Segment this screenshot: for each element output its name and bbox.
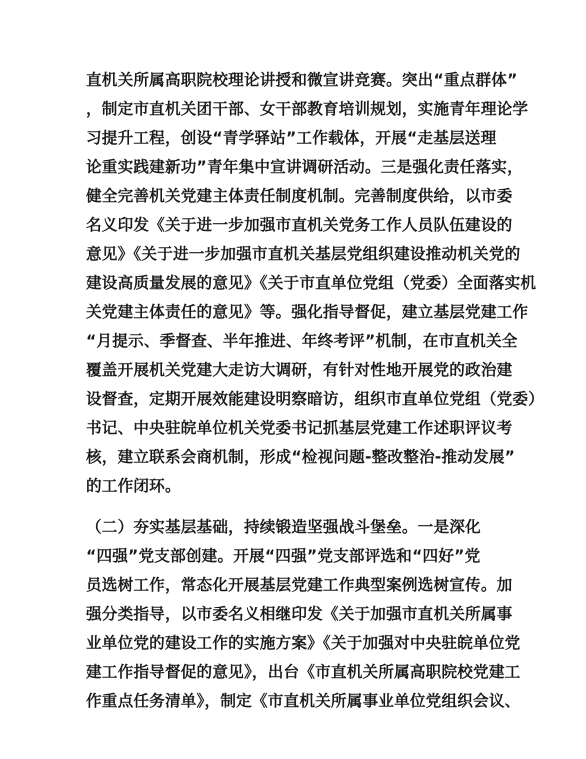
text-line: “四强”党支部创建。开展“四强”党支部评选和“四好”党 bbox=[86, 547, 481, 565]
text-line: 意见》《关于进一步加强市直机关基层党组织建设推动机关党的 bbox=[86, 245, 521, 263]
text-line: 设督查，定期开展效能建设明察暗访，组织市直单位党组（党委） bbox=[86, 390, 545, 408]
text-line: 建工作指导督促的意见》，出台《市直机关所属高职院校党建工 bbox=[86, 663, 521, 681]
text-line: 员选树工作，常态化开展基层党建工作典型案例选树宣传。加 bbox=[86, 576, 513, 594]
text-line: 覆盖开展机关党建大走访大调研，有针对性地开展党的政治建 bbox=[86, 361, 513, 379]
text-line: 作重点任务清单》，制定《市直机关所属事业单位党组织会议、 bbox=[86, 692, 521, 710]
text-line: 书记、中央驻皖单位机关党委书记抓基层党建工作述职评议考 bbox=[86, 419, 513, 437]
text-line: 强分类指导，以市委名义相继印发《关于加强市直机关所属事 bbox=[86, 605, 513, 623]
text-line: 论重实践建新功”青年集中宣讲调研活动。三是强化责任落实， bbox=[86, 158, 523, 176]
text-line: 习提升工程，创设“青学驿站”工作载体，开展“走基层送理 bbox=[86, 129, 497, 147]
text-line: 核，建立联系会商机制，形成“检视问题-整改整治-推动发展” bbox=[86, 448, 516, 466]
text-line: ，制定市直机关团干部、女干部教育培训规划，实施青年理论学 bbox=[86, 100, 529, 118]
text-line: 业单位党的建设工作的实施方案》《关于加强对中央驻皖单位党 bbox=[86, 634, 521, 652]
text-line: 直机关所属高职院校理论讲授和微宣讲竞赛。突出“重点群体” bbox=[86, 71, 518, 89]
text-line: 关党建主体责任的意见》等。强化指导督促，建立基层党建工作 bbox=[86, 303, 529, 321]
text-line: 健全完善机关党建主体责任制度机制。完善制度供给，以市委 bbox=[86, 187, 513, 205]
text-line: 建设高质量发展的意见》《关于市直单位党组（党委）全面落实机 bbox=[86, 274, 537, 292]
text-line: 名义印发《关于进一步加强市直机关党务工作人员队伍建设的 bbox=[86, 216, 513, 234]
text-line: （二）夯实基层基础，持续锻造坚强战斗堡垒。一是深化 bbox=[86, 518, 481, 536]
text-line: “月提示、季督查、半年推进、年终考评”机制，在市直机关全 bbox=[86, 332, 518, 350]
text-line: 的工作闭环。 bbox=[86, 477, 181, 495]
